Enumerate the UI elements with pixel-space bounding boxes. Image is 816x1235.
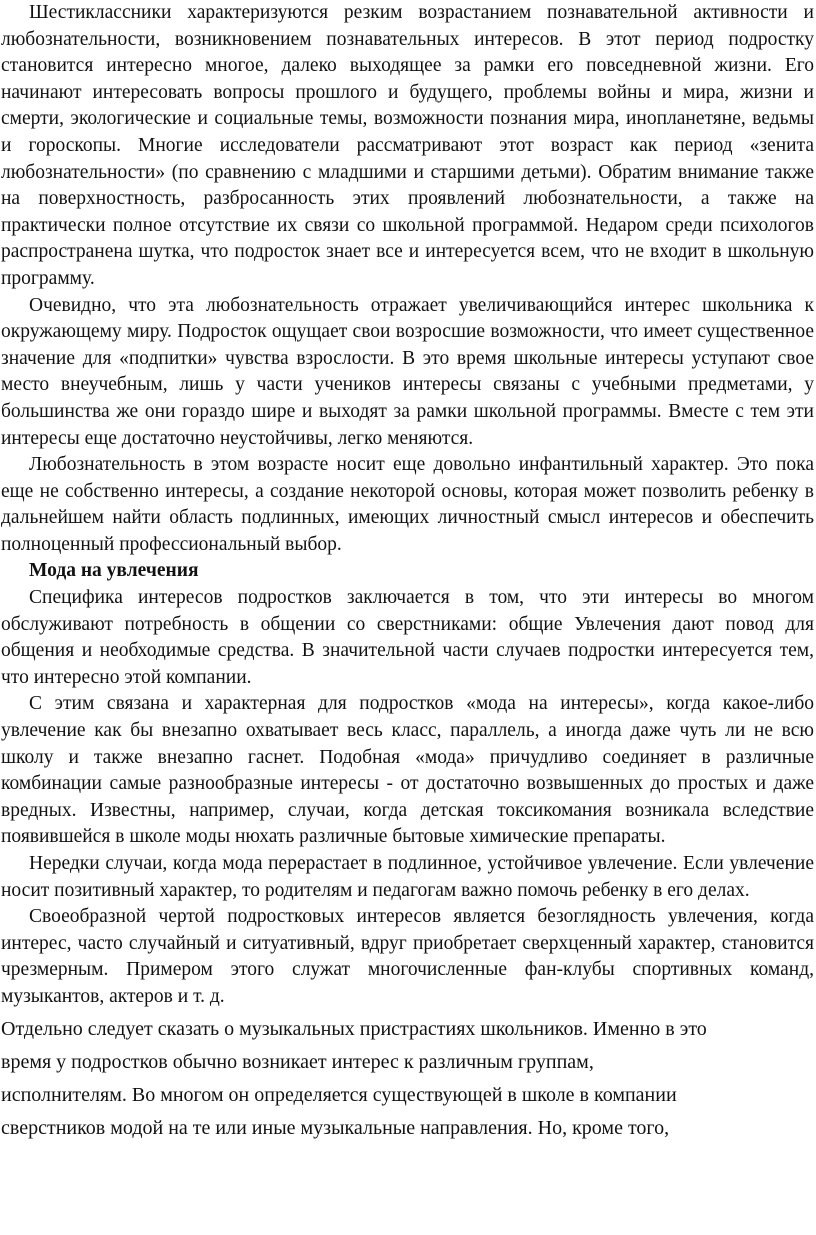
paragraph-6: Нередки случаи, когда мода перерастает в подлинное, устойчивое увлечение. Если увлечение носит позитивный характер, то родителям и педагогам важно помочь ребенку в его делах. [1,853,814,901]
paragraph-5: С этим связана и характерная для подростков «мода на интересы», когда какое-либо увлечение как бы внезапно охватывает весь класс, параллель, а иногда даже чуть ли не всю школу и также внезапно гаснет. Подобная «мода» причудливо соединяет в различные комбинации самые разнообразные интересы - от достаточно возвышенных до простых и даже вредных. Известны, например, случаи, когда детская токсикомания возникала вследствие появившейся в школе моды нюхать различные бытовые химические препараты. [1,693,814,848]
paragraph-4: Специфика интересов подростков заключается в том, что эти интересы во многом обслуживают потребность в общении со сверстниками: общие Увлечения дают повод для общения и необходимые средства. В значительной части случаев подростки интересуется тем, что интересно этой компании. [1,587,814,688]
final-paragraph-line: сверстников модой на те или иные музыкальные направления. Но, кроме того, [1,1116,670,1139]
final-paragraph-line: Отдельно следует сказать о музыкальных пристрастиях школьников. Именно в это [1,1017,707,1040]
final-paragraph [1,1013,814,1145]
section-heading: Мода на увлечения [29,560,199,582]
paragraph-7: Своеобразной чертой подростковых интересов является безоглядность увлечения, когда интерес, часто случайный и ситуативный, вдруг приобретает сверхценный характер, становится чрезмерным. Примером этого служат многочисленные фан-клубы спортивных команд, музыкантов, актеров и т. д. [1,906,814,1007]
final-paragraph-line: время у подростков обычно возникает интерес к различным группам, [1,1050,594,1073]
paragraph-2: Очевидно, что эта любознательность отражает увеличивающийся интерес школьника к окружающему миру. Подросток ощущает свои возросшие возможности, что имеет существенное значение для «подпитки» чувства взрослости. В это время школьные интересы уступают свое место внеучебным, лишь у части учеников интересы связаны с учебными предметами, у большинства же они гораздо шире и выходят за рамки школьной программы. Вместе с тем эти интересы еще достаточно неустойчивы, легко меняются. [1,294,814,449]
final-paragraph-line: исполнителям. Во многом он определяется существующей в школе в компании [1,1083,677,1106]
paragraph-3: Любознательность в этом возрасте носит еще довольно инфантильный характер. Это пока еще не собственно интересы, а создание некоторой основы, которая может позволить ребенку в дальнейшем найти область подлинных, имеющих личностный смысл интересов и обеспечить полноценный профессиональный выбор. [1,454,814,555]
paragraph-1: Шестиклассники характеризуются резким возрастанием познавательной активности и любознательности, возникновением познавательных интересов. В этот период подростку становится интересно многое, далеко выходящее за рамки его повседневной жизни. Его начинают интересовать вопросы прошлого и будущего, проблемы войны и мира, жизни и смерти, экологические и социальные темы, возможности познания мира, инопланетяне, ведьмы и гороскопы. Многие исследователи рассматривают этот возраст как период «зенита любознательности» (по сравнению с младшими и старшими детьми). Обратим внимание также на поверхностность, разбросанность этих проявлений любознательности, а также на практически полное отсутствие их связи со школьной программой. Недаром среди психологов распространена шутка, что подросток знает все и интересуется всем, что не входит в школьную программу. [1,2,814,289]
